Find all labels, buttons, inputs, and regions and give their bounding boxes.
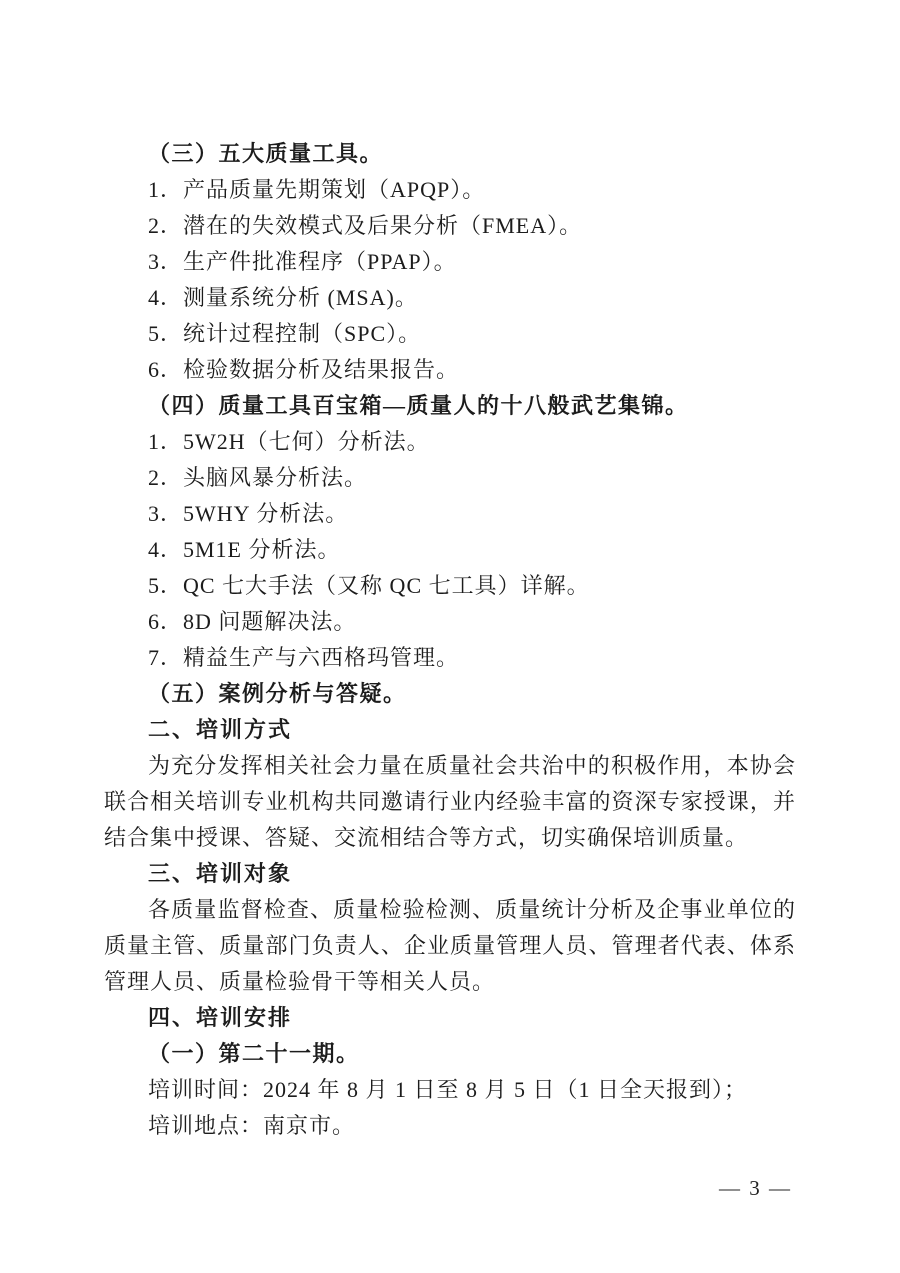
- training-time-line: 培训时间：2024 年 8 月 1 日至 8 月 5 日（1 日全天报到）；: [148, 1077, 748, 1102]
- list-item: 1．5W2H（七何）分析法。: [148, 429, 430, 454]
- page-number: — 3 —: [719, 1176, 792, 1200]
- list-item: 3．生产件批准程序（PPAP）。: [148, 249, 457, 274]
- body-paragraph-training-method: 为充分发挥相关社会力量在质量社会共治中的积极作用，本协会联合相关培训专业机构共同邀请行业内经验丰富的资深专家授课，并结合集中授课、答疑、交流相结合等方式，切实确保培训质量。: [104, 753, 796, 850]
- list-item: 3．5WHY 分析法。: [148, 501, 349, 526]
- subsection-heading-five-quality-tools: （三）五大质量工具。: [148, 141, 384, 166]
- list-item: 6．检验数据分析及结果报告。: [148, 357, 460, 382]
- list-item: 1．产品质量先期策划（APQP）。: [148, 177, 486, 202]
- training-location-line: 培训地点：南京市。: [148, 1113, 356, 1138]
- section-heading-training-schedule: 四、培训安排: [148, 1005, 293, 1030]
- list-item: 4．测量系统分析 (MSA)。: [148, 285, 418, 310]
- subsection-heading-session-21: （一）第二十一期。: [148, 1041, 360, 1066]
- subsection-heading-quality-toolbox: （四）质量工具百宝箱—质量人的十八般武艺集锦。: [148, 393, 689, 418]
- list-item: 5．QC 七大手法（又称 QC 七工具）详解。: [148, 573, 590, 598]
- document-body: [104, 136, 796, 1144]
- body-paragraph-training-audience: 各质量监督检查、质量检验检测、质量统计分析及企事业单位的质量主管、质量部门负责人、企业质量管理人员、管理者代表、体系管理人员、质量检验骨干等相关人员。: [104, 897, 796, 994]
- list-item: 5．统计过程控制（SPC）。: [148, 321, 422, 346]
- section-heading-training-audience: 三、培训对象: [148, 861, 293, 886]
- section-heading-training-method: 二、培训方式: [148, 717, 293, 742]
- list-item: 6．8D 问题解决法。: [148, 609, 357, 634]
- list-item: 7．精益生产与六西格玛管理。: [148, 645, 460, 670]
- list-item: 2．潜在的失效模式及后果分析（FMEA）。: [148, 213, 583, 238]
- list-item: 2．头脑风暴分析法。: [148, 465, 368, 490]
- subsection-heading-case-analysis: （五）案例分析与答疑。: [148, 681, 407, 706]
- list-item: 4．5M1E 分析法。: [148, 537, 341, 562]
